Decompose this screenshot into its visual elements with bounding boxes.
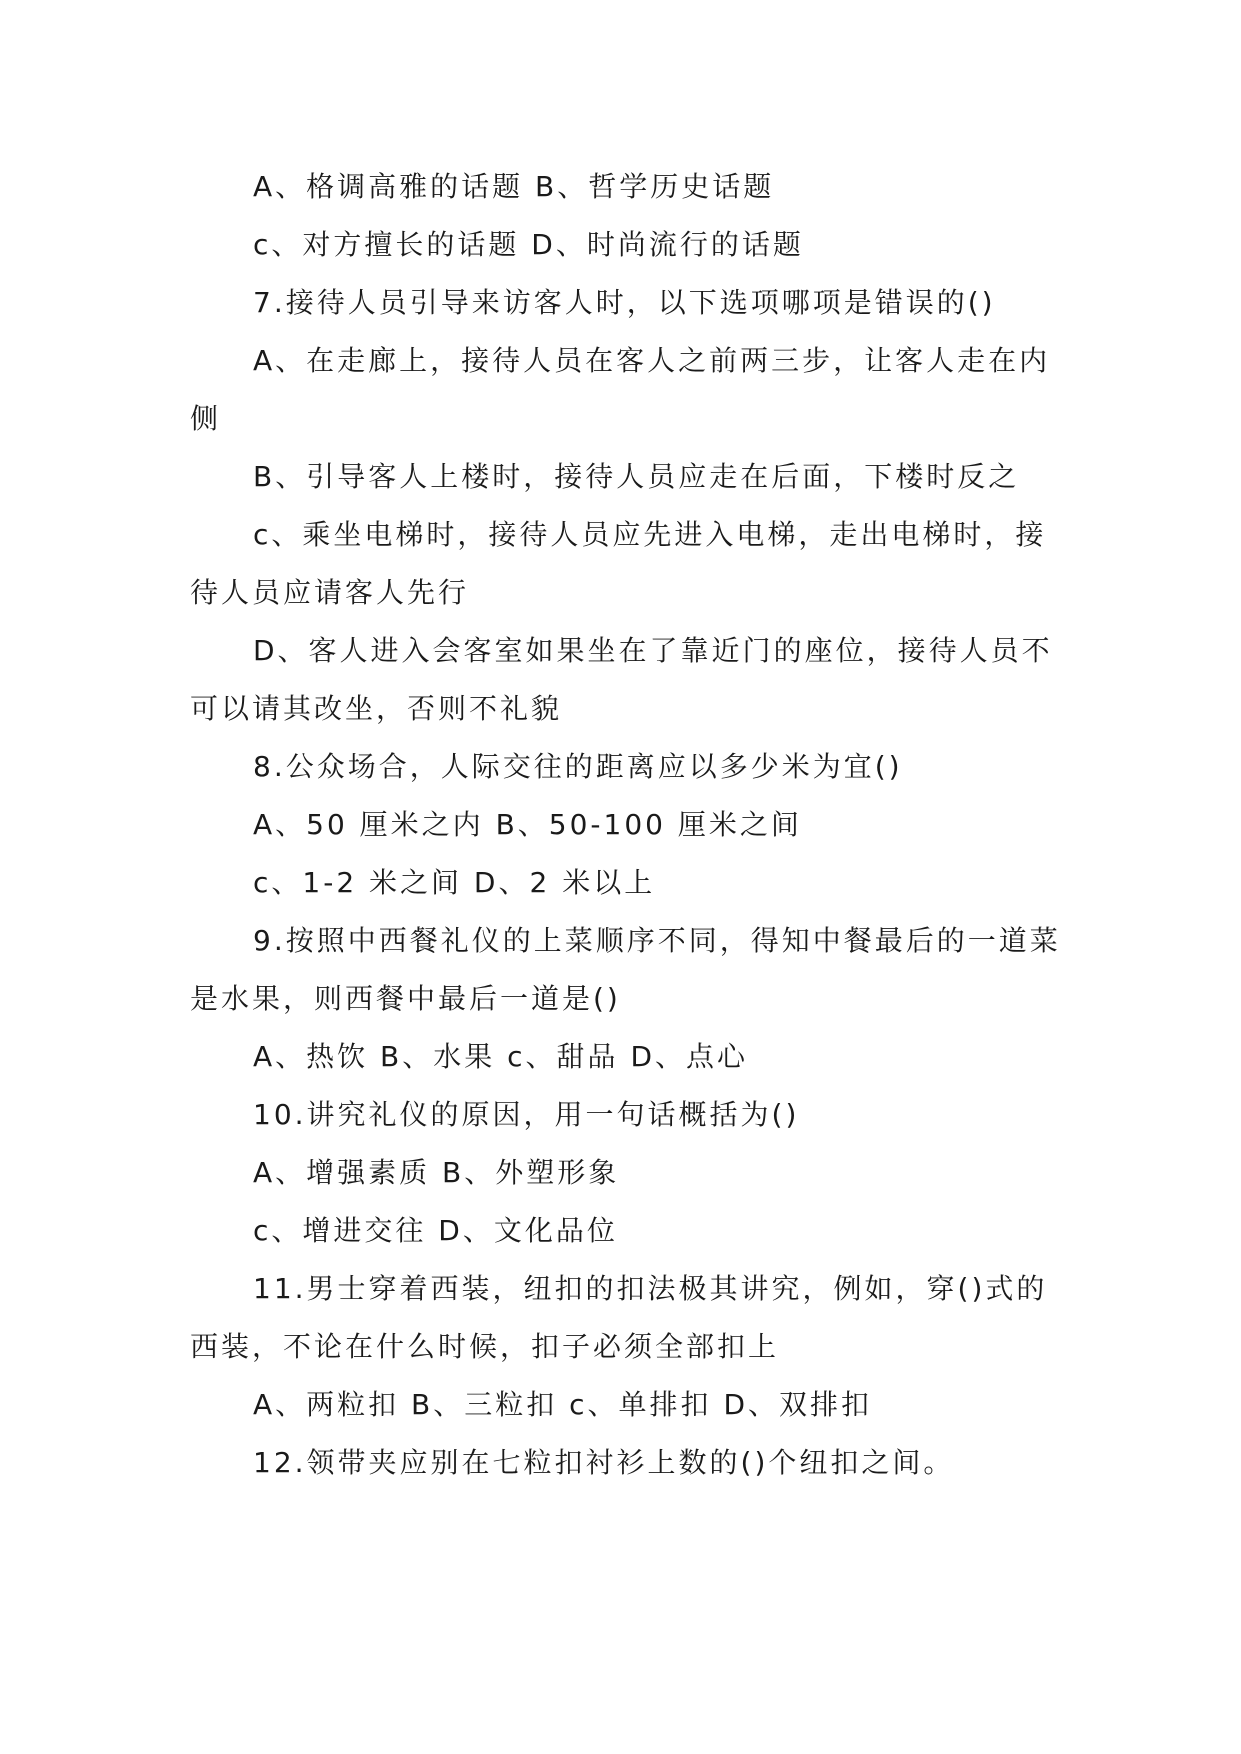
option-line-q6-ab: A、格调高雅的话题 B、哲学历史话题 xyxy=(253,170,775,203)
option-line-q6-cd: c、对方擅长的话题 D、时尚流行的话题 xyxy=(253,228,804,261)
question-11: 11.男士穿着西装，纽扣的扣法极其讲究，例如，穿()式的西装，不论在什么时候，扣子必须全部扣上 xyxy=(190,1272,1048,1363)
option-line-q10-ab: A、增强素质 B、外塑形象 xyxy=(253,1156,620,1189)
option-q7-a: A、在走廊上，接待人员在客人之前两三步，让客人走在内侧 xyxy=(190,344,1051,435)
option-q7-c: c、乘坐电梯时，接待人员应先进入电梯，走出电梯时，接待人员应请客人先行 xyxy=(190,518,1047,609)
option-line-q8-ab: A、50 厘米之内 B、50-100 厘米之间 xyxy=(253,808,802,841)
question-8: 8.公众场合，人际交往的距离应以多少米为宜() xyxy=(253,750,903,783)
question-9: 9.按照中西餐礼仪的上菜顺序不同，得知中餐最后的一道菜是水果，则西餐中最后一道是() xyxy=(190,924,1061,1015)
option-q7-b: B、引导客人上楼时，接待人员应走在后面，下楼时反之 xyxy=(253,460,1020,493)
option-line-q11: A、两粒扣 B、三粒扣 c、单排扣 D、双排扣 xyxy=(253,1388,873,1421)
question-10: 10.讲究礼仪的原因，用一句话概括为() xyxy=(253,1098,800,1131)
option-line-q9: A、热饮 B、水果 c、甜品 D、点心 xyxy=(253,1040,749,1073)
option-line-q10-cd: c、增进交往 D、文化品位 xyxy=(253,1214,618,1247)
option-q7-d: D、客人进入会客室如果坐在了靠近门的座位，接待人员不可以请其改坐，否则不礼貌 xyxy=(190,634,1053,725)
question-12: 12.领带夹应别在七粒扣衬衫上数的()个纽扣之间。 xyxy=(253,1446,955,1479)
document-body xyxy=(190,158,1070,1492)
question-7: 7.接待人员引导来访客人时，以下选项哪项是错误的() xyxy=(253,286,996,319)
option-line-q8-cd: c、1-2 米之间 D、2 米以上 xyxy=(253,866,656,899)
